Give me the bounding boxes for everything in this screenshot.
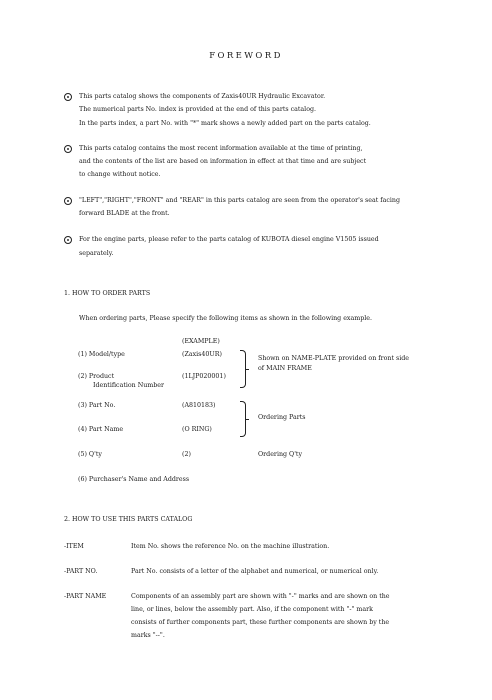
product-label-cont: Identification Number xyxy=(93,382,165,389)
partno-usage-text: Part No. consists of a letter of the alphabet and numerical, or numerical only. xyxy=(131,568,379,575)
qty-label: (5) Q'ty xyxy=(78,451,102,458)
purchaser-label: (6) Purchaser's Name and Address xyxy=(78,476,190,483)
ordering-qty-note: Ordering Q'ty xyxy=(258,451,303,458)
qty-value: (2) xyxy=(182,451,191,458)
partname-usage-line-2: line, or lines, below the assembly part. Also, if the component with "-" mark xyxy=(131,606,373,613)
note-4-line-1: For the engine parts, please refer to the parts catalog of KUBOTA diesel engine V1505 issued xyxy=(79,236,379,243)
product-label: (2) Product xyxy=(78,373,115,380)
note-1-line-1: This parts catalog shows the components of Zaxis40UR Hydraulic Excavator. xyxy=(79,93,326,100)
item-text: Item No. shows the reference No. on the machine illustration. xyxy=(131,543,330,550)
bullet-mark-icon xyxy=(64,236,72,244)
item-label: -ITEM xyxy=(64,543,84,550)
nameplate-note: Shown on NAME-PLATE provided on front side xyxy=(258,355,409,362)
partname-usage-line-4: marks "--". xyxy=(131,632,165,639)
note-4-line-2: separately. xyxy=(79,250,114,257)
partname-usage-label: -PART NAME xyxy=(64,593,107,600)
section-1-heading: 1. HOW TO ORDER PARTS xyxy=(64,290,151,297)
note-2-line-1: This parts catalog contains the most recent information available at the time of printing, xyxy=(79,145,363,152)
note-2-line-3: to change without notice. xyxy=(79,171,161,178)
note-2-line-2: and the contents of the list are based on information in effect at that time and are subject xyxy=(79,158,367,165)
partno-value: (A810183) xyxy=(182,402,216,409)
partno-label: (3) Part No. xyxy=(78,402,116,409)
partname-usage-line-1: Components of an assembly part are shown with "-" marks and are shown on the xyxy=(131,593,390,600)
model-label: (1) Model/type xyxy=(78,351,125,358)
partname-usage-line-3: consists of further components part, these further components are shown by the xyxy=(131,619,390,626)
section-1-intro: When ordering parts, Please specify the following items as shown in the following example. xyxy=(79,315,372,322)
page-title: FOREWORD xyxy=(209,51,283,61)
note-3-line-2: forward BLADE at the front. xyxy=(79,210,170,217)
product-value: (1LJP020001) xyxy=(182,373,226,380)
brace-icon xyxy=(240,350,246,388)
brace-icon xyxy=(240,401,246,437)
nameplate-note-cont: of MAIN FRAME xyxy=(258,365,312,372)
bullet-mark-icon xyxy=(64,197,72,205)
note-3-line-1: "LEFT","RIGHT","FRONT" and "REAR" in this parts catalog are seen from the operator's seat facing xyxy=(79,197,401,204)
note-1-line-3: In the parts index, a part No. with "*" mark shows a newly added part on the parts catalog. xyxy=(79,120,371,127)
ordering-parts-note: Ordering Parts xyxy=(258,414,306,421)
bullet-mark-icon xyxy=(64,93,72,101)
partname-label: (4) Part Name xyxy=(78,426,124,433)
partname-value: (O RING) xyxy=(182,426,212,433)
example-header: (EXAMPLE) xyxy=(182,338,220,345)
section-2-heading: 2. HOW TO USE THIS PARTS CATALOG xyxy=(64,516,193,523)
model-value: (Zaxis40UR) xyxy=(182,351,222,358)
bullet-mark-icon xyxy=(64,145,72,153)
partno-usage-label: -PART NO. xyxy=(64,568,98,575)
note-1-line-2: The numerical parts No. index is provided at the end of this parts catalog. xyxy=(79,106,317,113)
